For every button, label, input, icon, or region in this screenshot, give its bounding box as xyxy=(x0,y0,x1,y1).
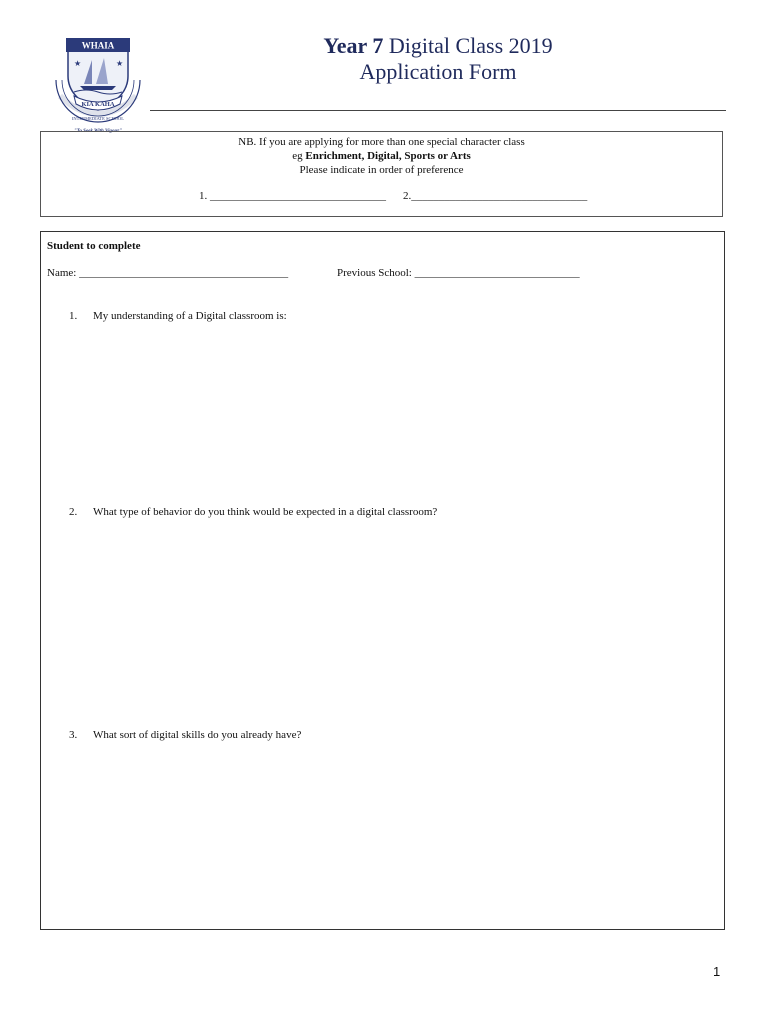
crest-english-motto: "To Seek With Vigour" xyxy=(73,129,123,134)
header-divider xyxy=(150,110,726,111)
preference-1-field[interactable]: 1. ________________________________ xyxy=(199,190,386,202)
crest-ring-text: INTERMEDIATE SCHOOL xyxy=(71,116,125,121)
class-options: Enrichment, Digital, Sports or Arts xyxy=(305,150,471,162)
student-section xyxy=(40,231,725,930)
student-section-heading: Student to complete xyxy=(47,240,141,252)
school-crest-logo xyxy=(50,32,146,136)
question-1-text: My understanding of a Digital classroom is: xyxy=(93,310,287,322)
notice-line-2: eg Enrichment, Digital, Sports or Arts xyxy=(292,150,471,162)
question-3: 3. What sort of digital skills do you already have? xyxy=(69,729,302,741)
svg-text:★: ★ xyxy=(116,59,124,68)
preference-2-field[interactable]: 2.________________________________ xyxy=(403,190,588,202)
form-subtitle: Application Form xyxy=(359,59,517,84)
title-year: Year 7 xyxy=(323,33,384,58)
name-field[interactable]: Name: ______________________________________ xyxy=(47,267,289,279)
title-rest: Digital Class 2019 xyxy=(383,33,553,58)
crest-motto-text: KIA KAHA xyxy=(81,101,115,108)
question-2-text: What type of behavior do you think would be expected in a digital classroom? xyxy=(93,506,438,518)
form-title xyxy=(300,33,576,85)
preference-notice-box xyxy=(40,131,723,217)
svg-text:★: ★ xyxy=(74,59,82,68)
crest-banner-text: WHAIA xyxy=(81,40,115,51)
page-number: 1 xyxy=(713,964,721,979)
question-2: 2. What type of behavior do you think would be expected in a digital classroom? xyxy=(69,506,438,518)
previous-school-field[interactable]: Previous School: ______________________________ xyxy=(337,267,580,279)
question-1: 1. My understanding of a Digital classroom is: xyxy=(69,310,287,322)
notice-line-3: Please indicate in order of preference xyxy=(299,164,464,176)
question-3-text: What sort of digital skills do you already have? xyxy=(93,729,302,741)
notice-line-1: NB. If you are applying for more than one special character class xyxy=(238,136,525,148)
